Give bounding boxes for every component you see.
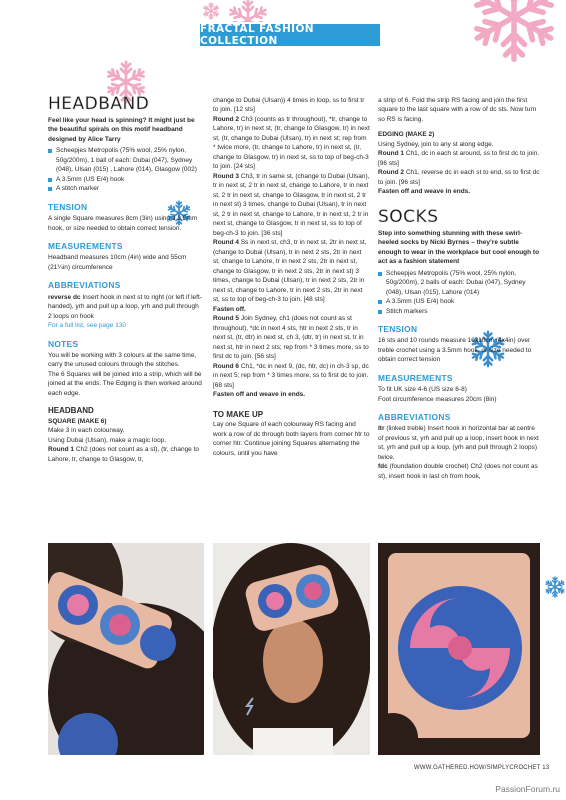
measurements-heading: MEASUREMENTS xyxy=(378,372,453,383)
abbreviation-text: Insert hook in next st to right (or left if left-handed), yrh and pull up a loop, yrh and pull through 2 loops on hook xyxy=(48,293,202,320)
snowflake-icon xyxy=(228,0,268,22)
measurements-text: Foot circumference measures 20cm (8in) xyxy=(378,395,497,403)
headband-photo-3 xyxy=(378,543,540,755)
notes-text: The 6 Squares will be joined into a strip, which will be joined at the ends. The Edging is then worked around each edge. xyxy=(48,370,202,397)
tension-heading: TENSION xyxy=(378,324,418,335)
full-list-link[interactable]: For a full list, see page 130 xyxy=(48,322,127,330)
abbreviation-text: (foundation double crochet) Ch2 (does not count as st), insert hook in last ch from hook, xyxy=(378,463,538,480)
list-item: A 3.5mm (US E/4) hook xyxy=(378,297,540,306)
pattern-heading: HEADBAND xyxy=(48,406,94,416)
round-text: Join Sydney, ch1 (does not count as st throughout), *dc in next 4 sts, htr in next 2 sts, tr in next st, (tr, dtr) in next st, ch 3, (dtr, tr) in next st, tr in next st, htr in next 2 sts; rep from * 3 times more, ss to first dc to join. [56 sts] xyxy=(213,315,369,361)
round-label: Round 1 xyxy=(378,150,404,158)
round-6 xyxy=(213,362,370,390)
pattern-text: Using Dubai (Ulsan), make a magic loop. xyxy=(48,436,167,444)
round-text: Ch3, tr in same st, (change to Dubai (Ulsan), tr in next st, 2 tr in next st, change to Lahore, tr in next st, 2 tr in next st, change to Glasgow, tr in next st, 2 tr in next st) 3 times, change to Dubai (Ulsan), tr in next st, 2 tr in next st, change to Lahore, tr in next st, 2 tr in next st, change to Glasgow, tr in next st, ss to top of beg-ch-3 to join. [36 sts] xyxy=(213,172,370,237)
tension-text: 16 sts and 10 rounds measure 10x10cm (4x4in) over treble crochet using a 3.5mm hook, or size needed to obtain correct tension xyxy=(378,337,532,364)
measurements-text: To fit UK size 4-6 (US size 6-8) xyxy=(378,386,467,394)
abbreviation-entry xyxy=(48,293,204,321)
list-item: A stitch marker xyxy=(48,184,204,193)
round-1 xyxy=(48,445,204,464)
notes-text: You will be working with 3 colours at the same time, carry the unused colours through the stitches. xyxy=(48,351,197,369)
round-label: Round 5 xyxy=(213,315,239,323)
abbreviation-term: ltr xyxy=(378,425,385,433)
round-text: Ch2 (does not count as a st), (tr, change to Lahore, tr, change to Glasgow, tr, xyxy=(48,446,200,463)
round-2 xyxy=(213,115,370,172)
headband-title: HEADBAND xyxy=(48,94,150,114)
round-text: Ch1, reverse dc in each st to end, ss to first dc to join. [96 sts] xyxy=(378,169,540,186)
round-text: Ss in next st, ch3, tr in next st, 2tr in next st, (change to Dubai (Ulsan), tr in next 2 sts, 2tr in next st, change to Lahore, tr in next 2 sts, 2tr in next st, change to Glasgow, tr in next 2 sts, 2tr in next st) 3 times, change to Dubai (Ulsan), tr in next 2 sts, 2tr in next st, change to Lahore, tr in next 2 sts, 2tr in next st, ss to top of beg-ch-3 to join. [48 sts] xyxy=(213,239,367,304)
section-banner: FRACTAL FASHION COLLECTION xyxy=(200,24,380,46)
pattern-column xyxy=(213,96,370,458)
list-item: Scheepjes Metropolis (75% wool, 25% nylon, 50g/200m), 1 ball of each: Dubai (047), Sydney (048), Ulsan (015) , Lahore (014), Glasgow (002) xyxy=(48,146,204,174)
abbreviations-heading: ABBREVIATIONS xyxy=(378,412,451,423)
headband-materials xyxy=(48,146,204,193)
socks-title: SOCKS xyxy=(378,206,439,227)
list-item: Scheepjes Metropolis (75% wool, 25% nylon, 50g/200m), 2 balls of each: Dubai (047), Sydney (048), Ulsan (015), Lahore (014) xyxy=(378,269,540,297)
measurements-heading: MEASUREMENTS xyxy=(48,241,123,252)
snowflake-icon xyxy=(544,576,566,598)
round-label: Round 2 xyxy=(378,169,404,177)
edging-text: Using Sydney, join to any st along edge. xyxy=(378,140,494,148)
pattern-text: change to Dubai (Ulsan)) 4 times in loop, ss to first tr to join. [12 sts] xyxy=(213,97,365,114)
headband-intro: Feel like your head is spinning? It might just be the beautiful spirals on this motif headband designed by Alice Tarry xyxy=(48,117,195,143)
socks-column xyxy=(378,96,540,481)
headband-photo-2 xyxy=(213,543,370,755)
abbreviation-entry xyxy=(378,424,540,462)
abbreviation-entry xyxy=(378,462,540,481)
round-text: Ch3 (counts as tr throughout), *tr, change to Lahore, tr) in next st, (tr, change to Glasgow, tr) in next st, (tr, change to Dubai (Ulsan), tr) in next st; rep from * twice more, (tr, change to Lahore, tr) in next st, (tr, change to Glasgow, tr) in next st, ss to top of beg-ch-3 to join. [24 sts] xyxy=(213,115,370,171)
round-label: Round 2 xyxy=(213,115,239,123)
make-up-text: Lay one Square of each colourway RS facing and work a row of dc through both layers from corner htr to corner htr. Continue joining Squares alternating the colours, until you have xyxy=(213,421,370,457)
snowflake-icon xyxy=(202,2,220,20)
socks-materials xyxy=(378,269,540,316)
list-item: Stitch markers xyxy=(378,307,540,316)
measurements-text: Headband measures 10cm (4in) wide and 55cm (21¼in) circumference xyxy=(48,254,187,271)
make-up-heading: TO MAKE UP xyxy=(213,409,264,419)
watermark: PassionForum.ru xyxy=(495,784,560,794)
round-4 xyxy=(213,238,370,304)
socks-intro: Step into something stunning with these swirl-heeled socks by Nicki Byrnes – they’re subtle enough to wear in the workplace but cool enough to act as a fashion statement xyxy=(378,229,540,266)
fasten-off: Fasten off and weave in ends. xyxy=(213,391,306,399)
round-label: Round 3 xyxy=(213,172,239,180)
fasten-off: Fasten off. xyxy=(213,305,246,313)
pattern-text: Make 3 in each colourway. xyxy=(48,427,125,435)
round-label: Round 1 xyxy=(48,446,74,454)
abbreviation-term: fdc xyxy=(378,463,388,471)
page-footer: WWW.GATHERED.HOW/SIMPLYCROCHET 13 xyxy=(414,765,550,771)
notes-heading: NOTES xyxy=(48,338,79,349)
abbreviations-heading: ABBREVIATIONS xyxy=(48,280,121,291)
tension-heading: TENSION xyxy=(48,201,88,212)
fasten-off: Fasten off and weave in ends. xyxy=(378,188,471,196)
pattern-subheading: SQUARE (MAKE 6) xyxy=(48,417,107,425)
abbreviation-text: (linked treble) Insert hook in horizontal bar at centre of previous st, yrh and pull up a loop, insert hook in next st, yrh and pull up a loop, (yrh and pull through 2 loops) twice. xyxy=(378,425,539,461)
edging-round-1 xyxy=(378,149,540,168)
headband-column xyxy=(48,96,204,464)
tension-text: A single Square measures 8cm (3in) using a 3.5mm hook, or size needed to obtain correct tension. xyxy=(48,215,198,232)
round-3 xyxy=(213,172,370,238)
abbreviation-term: reverse dc xyxy=(48,293,81,301)
round-label: Round 6 xyxy=(213,362,239,370)
edging-round-2 xyxy=(378,168,540,187)
snowflake-icon xyxy=(466,0,562,72)
list-item: A 3.5mm (US E/4) hook xyxy=(48,175,204,184)
round-text: Ch1, *dc in next 9, (dc, htr, dc) in ch-3 sp, dc in next 5; rep from * 3 times more, ss to first dc to join. [68 sts] xyxy=(213,362,369,389)
pattern-text: a strip of 6. Fold the strip RS facing and join the first square to the last square with a row of dc sts. Now turn so RS is facing. xyxy=(378,97,537,123)
round-text: Ch1, dc in each st around, ss to first dc to join. [96 sts] xyxy=(378,150,540,167)
round-label: Round 4 xyxy=(213,239,239,247)
headband-photo-1 xyxy=(48,543,204,755)
round-5 xyxy=(213,314,370,361)
edging-heading: EDGING (MAKE 2) xyxy=(378,131,435,139)
